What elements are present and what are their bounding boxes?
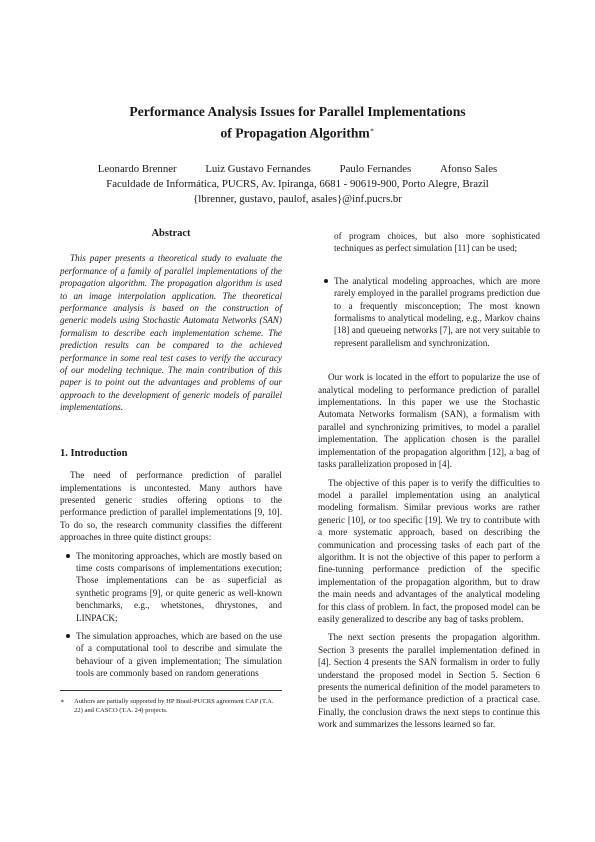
bullet-icon bbox=[66, 634, 70, 638]
paper-title-line2-text: of Propagation Algorithm bbox=[220, 125, 370, 141]
list-item-text: The analytical modeling approaches, which are more rarely employed in the parallel programs prediction due to a frequently misconception; The most known formalisms to analytical modeling, e.g., Markov chains [18] and queueing networks [7], are not very suitable to represent parallelism and synchronization. bbox=[334, 275, 540, 348]
affiliation: Faculdade de Informática, PUCRS, Av. Ipiranga, 6681 - 90619-900, Porto Alegre, Brazil bbox=[106, 178, 489, 190]
approach-list bbox=[60, 550, 282, 680]
title-footnote-marker: ∗ bbox=[369, 126, 375, 134]
bullet-icon bbox=[66, 554, 70, 558]
bullet-icon bbox=[324, 279, 328, 283]
author-name: Luiz Gustavo Fernandes bbox=[205, 163, 311, 175]
footnote bbox=[60, 690, 282, 715]
intro-paragraph: The need of performance prediction of parallel implementations is uncontested. Many authors have presented generic studies offering options to the performance prediction of parallel implementations [9, 10]. To do so, the research community classifies the different approaches in three quite distinct groups: bbox=[60, 470, 282, 543]
section-heading-introduction: 1. Introduction bbox=[60, 447, 128, 459]
abstract-heading: Abstract bbox=[151, 228, 191, 239]
list-item bbox=[60, 630, 282, 680]
left-column bbox=[60, 228, 282, 686]
author-name: Leonardo Brenner bbox=[97, 163, 177, 175]
body-paragraph: The next section presents the propagation algorithm. Section 3 presents the parallel implementation defined in [4]. Section 4 presents the SAN formalism in order to fully understand the proposed model in Section 5. Section 6 presents the numerical definition of the model parameters to be used in the performance prediction of a practical case. Finally, the conclusion draws the next steps to continue this work and summarizes the lessons learned so far. bbox=[318, 632, 540, 730]
paper-title-line2 bbox=[60, 121, 535, 143]
body-paragraph: The objective of this paper is to verify the difficulties to model a parallel implementation using an analytical modeling formalism. Similar previous works are rather generic [10], or too specific [19]. We try to contribute with a more systematic approach, based on describing the communication and processing tasks of each part of the algorithm. It is not the objective of this paper to perform a fine-tunning performance prediction of the specific implementation of the propagation algorithm, but to draw the main needs and advantages of the analytical modeling for this class of problem. In fact, the proposed model can be easily generalized to describe any bag of tasks problem. bbox=[318, 477, 540, 624]
footnote-marker: ∗ bbox=[60, 698, 65, 705]
paper-title-line1: Performance Analysis Issues for Parallel Implementations bbox=[129, 104, 466, 119]
author-block bbox=[60, 162, 535, 207]
right-column bbox=[318, 230, 540, 737]
list-item-text: of program choices, but also more sophisticated techniques as perfect simulation [11] can be used; bbox=[334, 231, 540, 254]
author-name: Paulo Fernandes bbox=[339, 163, 412, 175]
author-names bbox=[60, 162, 535, 177]
author-emails: {lbrenner, gustavo, paulof, asales}@inf.pucrs.br bbox=[193, 193, 402, 205]
abstract-text: This paper presents a theoretical study to evaluate the performance of a family of parallel implementations of the propagation algorithm. The propagation algorithm is used to an image interpolation application. The theoretical performance analysis is based on the construction of generic models using Stochastic Automata Networks (SAN) formalism to describe each implementation scheme. The prediction results can be compared to the achieved performance in some real test cases to verify the accuracy of our modeling technique. The main contribution of this paper is to point out the advantages and problems of our approach to the development of generic models of parallel implementations. bbox=[60, 253, 282, 413]
list-item bbox=[60, 550, 282, 624]
list-item-continued bbox=[318, 230, 540, 255]
author-name: Afonso Sales bbox=[439, 163, 498, 175]
approach-list-continued bbox=[318, 230, 540, 349]
list-item-text: The simulation approaches, which are based on the use of a computational tool to describe and simulate the behaviour of a given implementation; The simulation tools are commonly based on random generations bbox=[76, 630, 282, 679]
list-item-text: The monitoring approaches, which are mostly based on time costs comparisons of implementations execution; Those implementations can be as superficial as synthetic programs [9], or quite generic as well-known benchmarks, e.g., whetstones, dhrystones, and LINPACK; bbox=[76, 550, 282, 623]
footnote-text: Authors are partially supported by HP Brasil-PUCRS agreement CAP (T.A. 22) and CASCO (T.A. 24) projects. bbox=[74, 698, 274, 714]
list-item bbox=[318, 275, 540, 349]
body-paragraph: Our work is located in the effort to popularize the use of analytical modeling to performance prediction of parallel implementations. In this paper we use the Stochastic Automata Networks formalism (SAN), a formalism with parallel and synchronizing primitives, to model a parallel implementation. The application chosen is the parallel implementation of the propagation algorithm [12], a bag of tasks parallelization proposed in [4]. bbox=[318, 372, 540, 470]
